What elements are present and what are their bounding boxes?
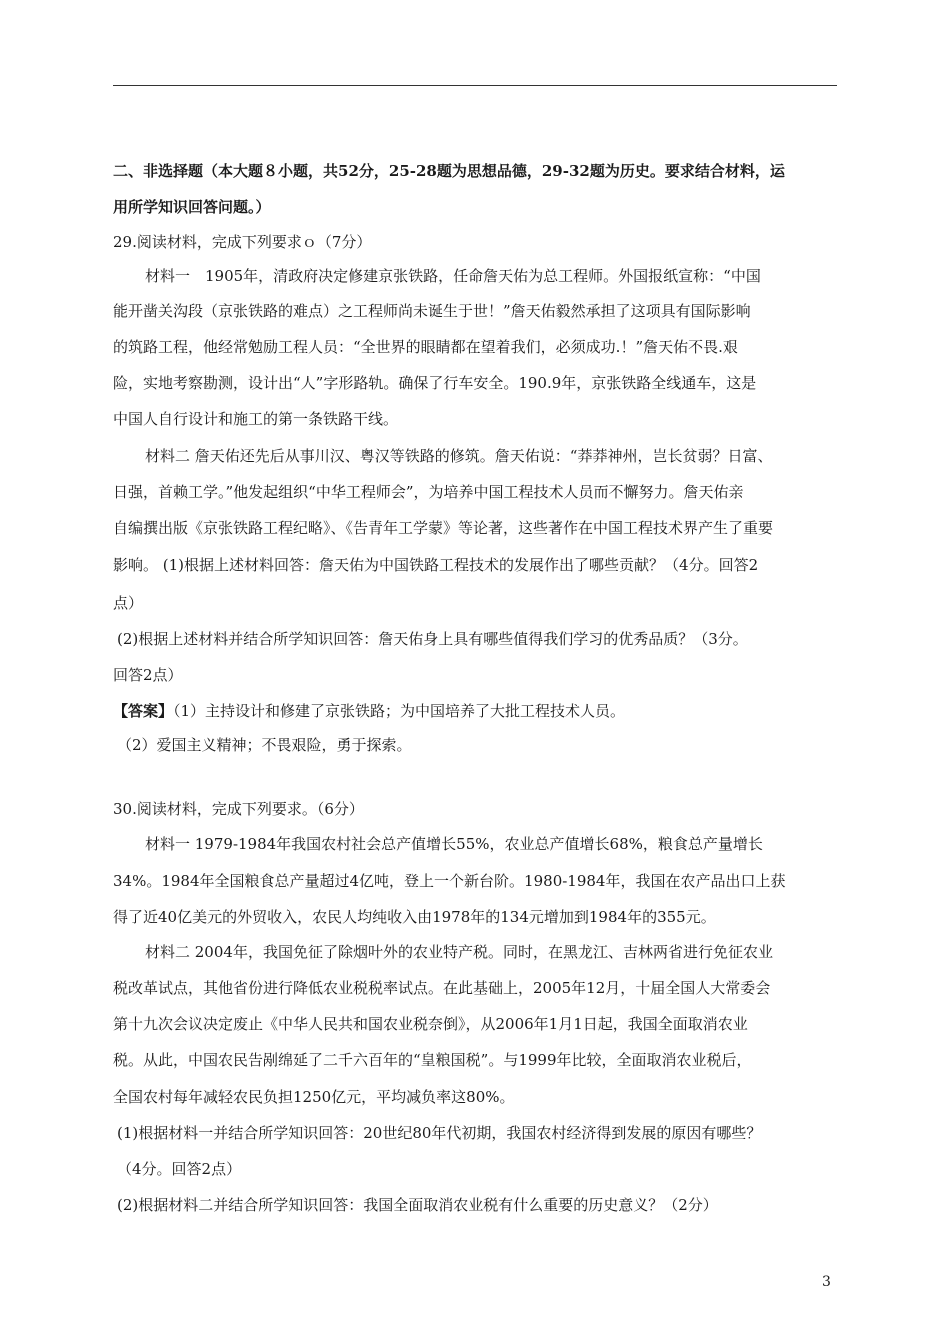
q29-answer-2: （2）爱国主义精神；不畏艰险，勇于探索。 [117,736,412,754]
q29-material2-line-1: 材料二 詹天佑还先后从事川汉、粤汉等铁路的修筑。詹天佑说：“莽莽神州，岂长贫弱？日富、 [145,447,773,465]
q30-material2-line-5: 全国农村每年减轻农民负担1250亿元，平均减负率这80%。 [113,1088,515,1106]
q29-answer-1: （1）主持设计和修建了京张铁路；为中国培养了大批工程技术人员。 [173,702,626,720]
q29-material2-line-2: 日强，首赖工学。”他发起组织“中华工程师会”，为培养中国工程技术人员而不懈努力。詹天佑亲 [113,483,744,501]
q29-material1-line-5: 中国人自行设计和施工的第一条铁路干线。 [113,410,399,428]
q29-material1-line-1: 材料一 1905年，清政府决定修建京张铁路，任命詹天佑为总工程师。外国报纸宣称：“中国 [145,267,761,285]
q30-question1-line-2: （4分。回答2点） [117,1160,242,1178]
q30-material2-line-1: 材料二 2004年，我国免征了除烟叶外的农业特产税。同时，在黑龙江、吉林两省进行免征农业 [145,943,773,961]
q29-material1-line-4: 险，实地考察勘测，设计出“人”字形路轨。确保了行车安全。190.9年，京张铁路全线通车，这是 [113,374,757,392]
q29-prompt: 29.阅读材料，完成下列要求ｏ（7分） [113,233,372,251]
q29-answer-line-1 [113,700,853,722]
q30-question2: (2)根据材料二并结合所学知识回答：我国全面取消农业税有什么重要的历史意义？（2分） [117,1196,718,1214]
section-heading-line-1: 二、非选择题（本大题８小题，共52分，25-28题为思想品德，29-32题为历史。要求结合材料，运 [113,162,785,180]
q30-material2-line-2: 税改革试点，其他省份进行降低农业税税率试点。在此基础上，2005年12月，十届全国人大常委会 [113,979,771,997]
q29-question2-line-1: (2)根据上述材料并结合所学知识回答：詹天佑身上具有哪些值得我们学习的优秀品质？（3分。 [117,630,748,648]
q30-prompt: 30.阅读材料，完成下列要求。（6分） [113,800,364,818]
answer-label: 【答案】 [113,702,174,720]
q29-material2-line-4: 影响。 (1)根据上述材料回答：詹天佑为中国铁路工程技术的发展作出了哪些贡献？（4分。回答2 [113,556,759,574]
q30-material2-line-4: 税。从此，中国农民告剐绵延了二千六百年的“皇粮国税”。与1999年比较，全面取消农业税后， [113,1051,752,1069]
q29-material1-line-2: 能开凿关沟段（京张铁路的难点）之工程师尚未诞生于世！”詹天佑毅然承担了这项具有国际影响 [113,302,751,320]
header-rule [113,85,837,86]
q30-material1-line-2: 34%。1984年全国粮食总产量超过4亿吨，登上一个新台阶。1980-1984年，我国在农产品出口上获 [113,872,786,890]
q29-question2-line-2: 回答2点） [113,666,183,684]
page-number: 3 [822,1274,831,1290]
q29-material1-line-3: 的筑路工程，他经常勉励工程人员：“全世界的眼睛都在望着我们，必须成功.！”詹天佑不畏.艰 [113,338,738,356]
q30-material1-line-3: 得了近40亿美元的外贸收入，农民人均纯收入由1978年的134元增加到1984年的355元。 [113,908,716,926]
q30-material2-line-3: 第十九次会议决定废止《中华人民共和国农业税奈倒》，从2006年1月1日起，我国全面取消农业 [113,1015,748,1033]
q30-question1-line-1: (1)根据材料一并结合所学知识回答：20世纪80年代初期，我国农村经济得到发展的原因有哪些？ [117,1124,762,1142]
section-heading-line-2: 用所学知识回答问题。） [113,198,271,216]
q29-material2-line-3: 自编撰出版《京张铁路工程纪略》、《告青年工学蒙》等论著，这些著作在中国工程技术界产生了重要 [113,519,774,537]
q30-material1-line-1: 材料一 1979-1984年我国农村社会总产值增长55%，农业总产值增长68%，粮食总产量增长 [145,835,763,853]
q29-material2-line-5: 点） [113,594,144,612]
